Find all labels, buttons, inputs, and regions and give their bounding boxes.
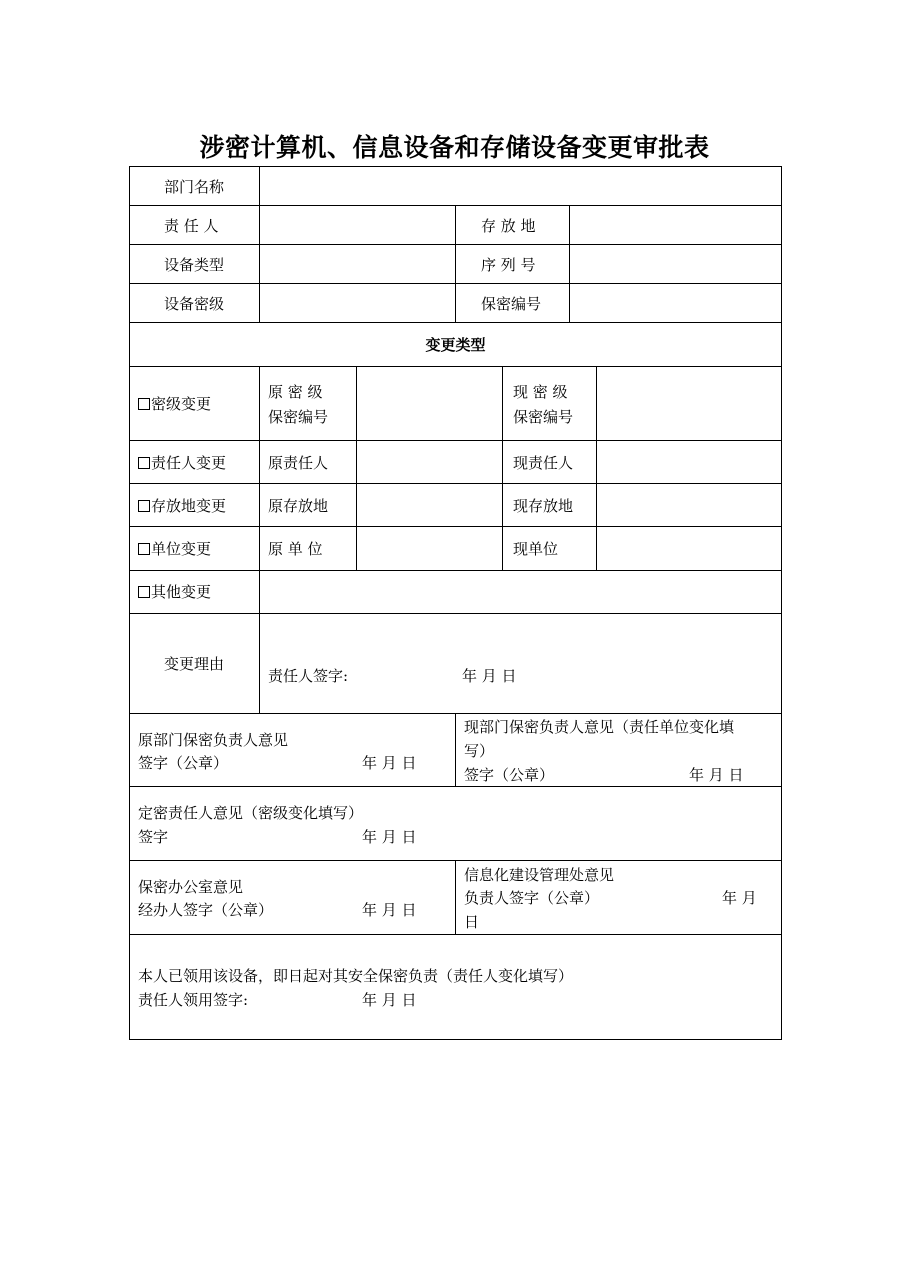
secret-no-label: 保密编号 bbox=[481, 295, 542, 313]
receipt-date: 年 月 日 bbox=[362, 991, 417, 1009]
checkbox-icon bbox=[138, 586, 150, 598]
orig-dept-sign-label: 签字（公章） bbox=[138, 754, 229, 772]
checkbox-icon bbox=[138, 457, 150, 469]
orig-dept-opinion-label: 原部门保密负责人意见 bbox=[138, 731, 289, 749]
orig-unit-label: 原 单 位 bbox=[268, 540, 323, 558]
secret-level-label: 设备密级 bbox=[164, 295, 225, 313]
checkbox-icon bbox=[138, 500, 150, 512]
cur-secret-no-label: 保密编号 bbox=[513, 408, 574, 426]
reason-date: 年 月 日 bbox=[462, 667, 517, 685]
unit-change-checkbox[interactable]: 单位变更 bbox=[138, 537, 211, 561]
cur-dept-sign-label: 签字（公章） bbox=[464, 766, 555, 784]
it-office-date: 年 月 bbox=[722, 889, 757, 907]
it-office-sign-label: 负责人签字（公章） bbox=[464, 889, 600, 907]
serial-label: 序 列 号 bbox=[481, 256, 536, 274]
location-label: 存 放 地 bbox=[481, 217, 536, 235]
level-change-checkbox[interactable]: 密级变更 bbox=[138, 392, 211, 416]
classifier-opinion-label: 定密责任人意见（密级变化填写） bbox=[138, 804, 364, 822]
it-office-date-day: 日 bbox=[464, 913, 480, 931]
classifier-sign-label: 签字 bbox=[138, 828, 169, 846]
owner-label: 责 任 人 bbox=[164, 217, 219, 235]
cur-unit-label: 现单位 bbox=[513, 540, 559, 558]
security-office-opinion-label: 保密办公室意见 bbox=[138, 878, 244, 896]
cur-owner-label: 现责任人 bbox=[513, 454, 574, 472]
orig-owner-label: 原责任人 bbox=[268, 454, 329, 472]
receipt-statement: 本人已领用该设备，即日起对其安全保密负责（责任人变化填写） bbox=[138, 967, 574, 985]
cur-dept-opinion-label: 现部门保密负责人意见（责任单位变化填 bbox=[464, 718, 735, 736]
reason-sign-label: 责任人签字: bbox=[268, 667, 349, 685]
classifier-date: 年 月 日 bbox=[362, 828, 417, 846]
security-office-sign-label: 经办人签字（公章） bbox=[138, 901, 274, 919]
owner-change-checkbox[interactable]: 责任人变更 bbox=[138, 451, 226, 475]
dept-name-label: 部门名称 bbox=[164, 178, 225, 196]
device-type-label: 设备类型 bbox=[164, 256, 225, 274]
orig-location-label: 原存放地 bbox=[268, 497, 329, 515]
orig-secret-no-label: 保密编号 bbox=[268, 408, 329, 426]
other-change-checkbox[interactable]: 其他变更 bbox=[138, 580, 211, 604]
receipt-sign-label: 责任人领用签字: bbox=[138, 991, 249, 1009]
it-office-opinion-label: 信息化建设管理处意见 bbox=[464, 866, 615, 884]
checkbox-icon bbox=[138, 398, 150, 410]
checkbox-icon bbox=[138, 543, 150, 555]
orig-dept-date: 年 月 日 bbox=[362, 754, 417, 772]
security-office-date: 年 月 日 bbox=[362, 901, 417, 919]
change-type-header: 变更类型 bbox=[425, 336, 486, 354]
cur-level-label: 现 密 级 bbox=[513, 383, 568, 401]
cur-dept-opinion-label-cont: 写） bbox=[464, 742, 495, 760]
cur-location-label: 现存放地 bbox=[513, 497, 574, 515]
cur-dept-date: 年 月 日 bbox=[689, 766, 744, 784]
location-change-checkbox[interactable]: 存放地变更 bbox=[138, 494, 226, 518]
reason-label: 变更理由 bbox=[164, 655, 225, 673]
page-title: 涉密计算机、信息设备和存储设备变更审批表 bbox=[199, 133, 710, 162]
orig-level-label: 原 密 级 bbox=[268, 383, 323, 401]
